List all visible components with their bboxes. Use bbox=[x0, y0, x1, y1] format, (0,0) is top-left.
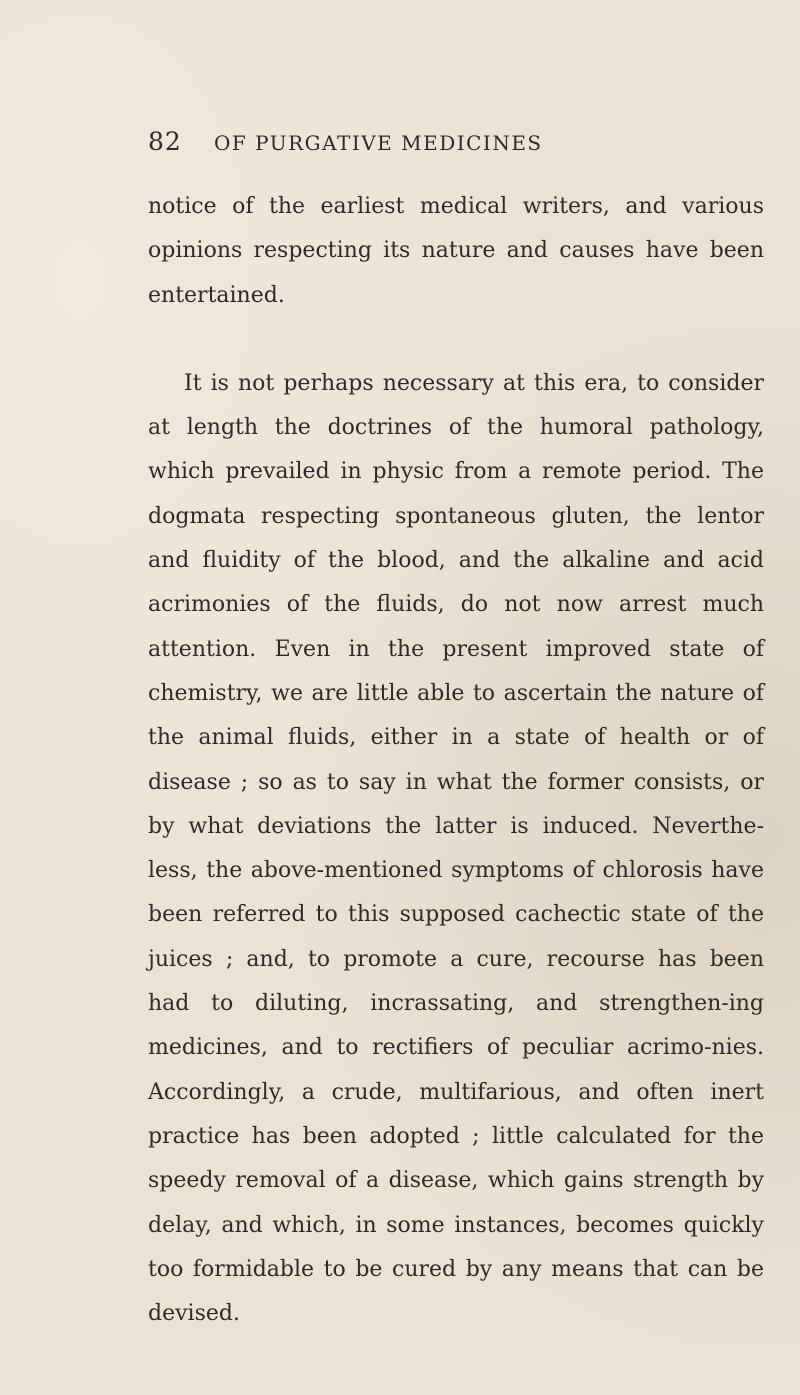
body-text bbox=[148, 185, 764, 1336]
paragraph-2: It is not perhaps necessary at this era, to consider at length the doctrines of the humoral pathology, which prevailed in physic from a remote period. The dogmata respecting spontaneous gluten, the lentor and fluidity of the blood, and the alkaline and acid acrimonies of the fluids, do not now arrest much attention. Even in the present improved state of chemistry, we are little able to ascertain the nature of the animal fluids, either in a state of health or of disease ; so as to say in what the former consists, or by what deviations the latter is induced. Neverthe-less, the above-mentioned symptoms of chlorosis have been referred to this supposed cachectic state of the juices ; and, to promote a cure, recourse has been had to diluting, incrassating, and strengthen-ing medicines, and to rectifiers of peculiar acrimo-nies. Accordingly, a crude, multifarious, and often inert practice has been adopted ; little calculated for the speedy removal of a disease, which gains strength by delay, and which, in some instances, becomes quickly too formidable to be cured by any means that can be devised. bbox=[148, 370, 764, 1327]
paragraph-1: notice of the earliest medical writers, and various opinions respecting its nature and causes have been entertained. bbox=[148, 194, 764, 308]
running-head bbox=[148, 126, 768, 166]
running-title: OF PURGATIVE MEDICINES bbox=[214, 131, 543, 155]
page-number: 82 bbox=[148, 127, 182, 156]
